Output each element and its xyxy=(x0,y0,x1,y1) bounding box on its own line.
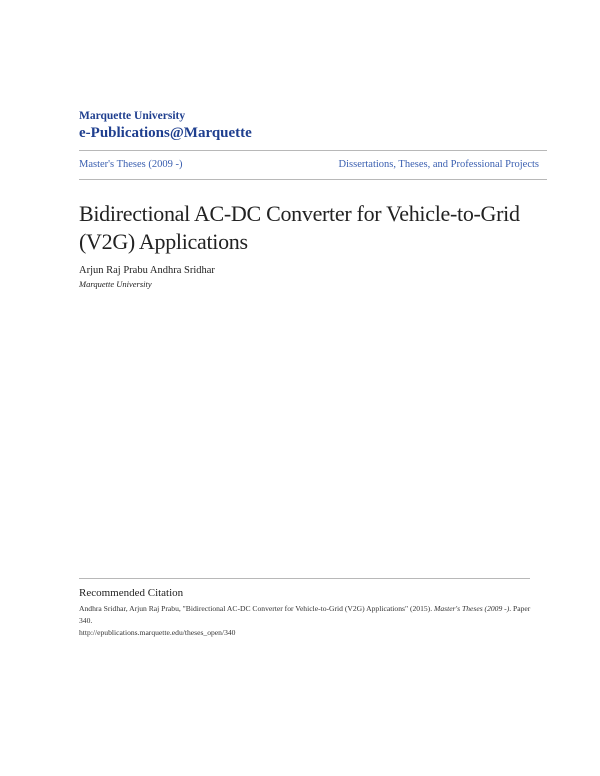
header-divider xyxy=(79,150,547,151)
author-name[interactable]: Arjun Raj Prabu Andhra Sridhar xyxy=(79,265,215,276)
citation-series: Master's Theses (2009 -) xyxy=(434,604,510,613)
parent-collection-link[interactable]: Dissertations, Theses, and Professional Projects xyxy=(338,159,539,170)
author-affiliation: Marquette University xyxy=(79,279,152,289)
collection-link[interactable]: Master's Theses (2009 -) xyxy=(79,159,183,170)
citation-prefix: Andhra Sridhar, Arjun Raj Prabu, "Bidirectional AC-DC Converter for Vehicle-to-Grid (V2G) Applications" (2015). xyxy=(79,604,434,613)
nav-divider xyxy=(79,179,547,180)
repository-name[interactable]: e-Publications@Marquette xyxy=(79,125,252,141)
document-title: Bidirectional AC-DC Converter for Vehicle-to-Grid (V2G) Applications xyxy=(79,201,520,254)
citation-paper: . Paper 340. xyxy=(79,604,531,625)
institution-name[interactable]: Marquette University xyxy=(79,110,186,122)
citation-text xyxy=(79,603,539,639)
recommended-citation-heading: Recommended Citation xyxy=(79,587,184,599)
repository-header xyxy=(79,110,252,142)
citation-url[interactable]: http://epublications.marquette.edu/theses_open/340 xyxy=(79,628,236,637)
citation-divider xyxy=(79,578,530,579)
